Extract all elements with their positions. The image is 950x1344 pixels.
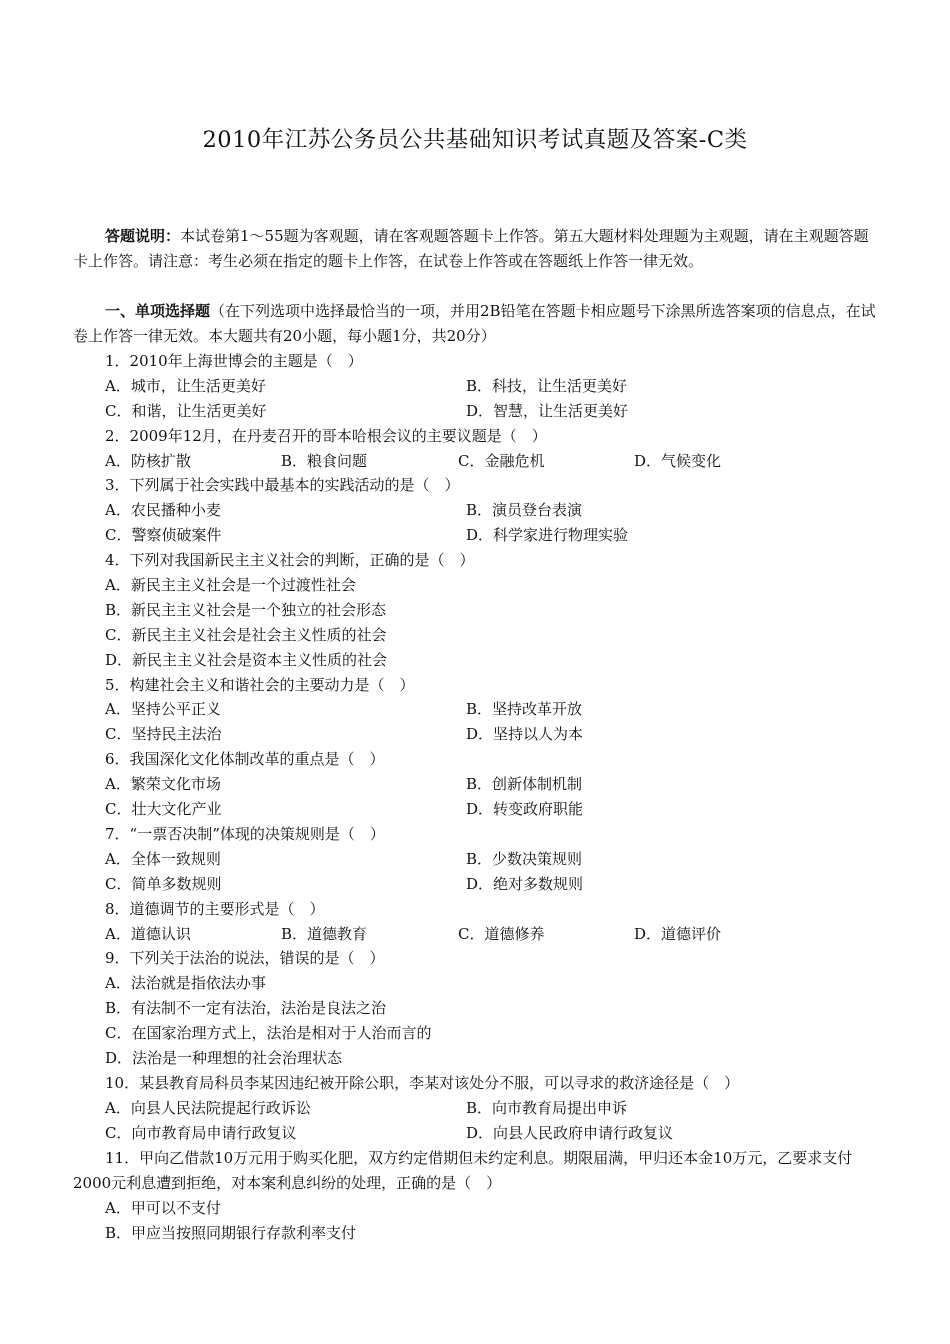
question-7-option-b: B．少数决策规则 bbox=[466, 850, 583, 868]
question-10-option-b: B．向市教育局提出申诉 bbox=[466, 1099, 628, 1117]
instructions-text: 本试卷第1～55题为客观题，请在客观题答题卡上作答。第五大题材料处理题为主观题，请在主观题答题卡上作答。请注意：考生必须在指定的题卡上作答，在试卷上作答或在答题纸上作答一律无效。 bbox=[73, 227, 869, 270]
question-11-stem: 11．甲向乙借款10万元用于购买化肥，双方约定借期但未约定利息。期限届满，甲归还本金10万元，乙要求支付2000元利息遭到拒绝，对本案利息纠纷的处理，正确的是（ ） bbox=[73, 1149, 853, 1192]
question-8-option-c: C．道德修养 bbox=[458, 925, 545, 943]
question-9-option-b: B．有法制不一定有法治，法治是良法之治 bbox=[105, 999, 387, 1017]
question-8-stem: 8．道德调节的主要形式是（ ） bbox=[105, 900, 325, 918]
question-2-option-d: D．气候变化 bbox=[634, 452, 722, 470]
question-5-stem: 5．构建社会主义和谐社会的主要动力是（ ） bbox=[105, 676, 415, 694]
question-4-stem: 4．下列对我国新民主主义社会的判断，正确的是（ ） bbox=[105, 551, 475, 569]
question-11-option-b: B．甲应当按照同期银行存款利率支付 bbox=[105, 1224, 357, 1242]
question-9-option-d: D．法治是一种理想的社会治理状态 bbox=[105, 1049, 343, 1067]
question-3-option-d: D．科学家进行物理实验 bbox=[466, 526, 629, 544]
question-4-option-d: D．新民主主义社会是资本主义性质的社会 bbox=[105, 651, 388, 669]
question-10-option-c: C．向市教育局申请行政复议 bbox=[105, 1124, 297, 1142]
question-5-option-c: C．坚持民主法治 bbox=[105, 725, 222, 743]
question-7-option-d: D．绝对多数规则 bbox=[466, 875, 584, 893]
page-title: 2010年江苏公务员公共基础知识考试真题及答案-C类 bbox=[202, 127, 748, 153]
question-2-option-b: B．粮食问题 bbox=[281, 452, 368, 470]
question-4-option-b: B．新民主主义社会是一个独立的社会形态 bbox=[105, 601, 387, 619]
question-9-option-c: C．在国家治理方式上，法治是相对于人治而言的 bbox=[105, 1024, 432, 1042]
question-8-option-b: B．道德教育 bbox=[281, 925, 368, 943]
question-10-option-d: D．向县人民政府申请行政复议 bbox=[466, 1124, 674, 1142]
section-text: （在下列选项中选择最恰当的一项，并用2B铅笔在答题卡相应题号下涂黑所选答案项的信息点，在试卷上作答一律无效。本大题共有20小题，每小题1分，共20分） bbox=[73, 302, 876, 345]
question-7-option-c: C．简单多数规则 bbox=[105, 875, 222, 893]
question-1-option-c: C．和谐，让生活更美好 bbox=[105, 402, 267, 420]
question-2-option-a: A．防核扩散 bbox=[105, 452, 191, 470]
question-6-option-c: C．壮大文化产业 bbox=[105, 800, 222, 818]
section-label: 一、单项选择题 bbox=[105, 302, 211, 320]
question-11-option-a: A．甲可以不支付 bbox=[105, 1199, 221, 1217]
question-10-option-a: A．向县人民法院提起行政诉讼 bbox=[105, 1099, 311, 1117]
question-9-stem: 9．下列关于法治的说法，错误的是（ ） bbox=[105, 949, 385, 967]
question-3-stem: 3．下列属于社会实践中最基本的实践活动的是（ ） bbox=[105, 476, 460, 494]
question-5-option-a: A．坚持公平正义 bbox=[105, 700, 221, 718]
question-6-option-a: A．繁荣文化市场 bbox=[105, 775, 221, 793]
instructions bbox=[73, 224, 881, 274]
question-1-option-b: B．科技，让生活更美好 bbox=[466, 377, 628, 395]
question-7-option-a: A．全体一致规则 bbox=[105, 850, 221, 868]
question-8-option-d: D．道德评价 bbox=[634, 925, 722, 943]
question-7-stem: 7．“一票否决制”体现的决策规则是（ ） bbox=[105, 825, 385, 843]
question-5-option-d: D．坚持以人为本 bbox=[466, 725, 584, 743]
question-4-option-c: C．新民主主义社会是社会主义性质的社会 bbox=[105, 626, 387, 644]
question-3-option-b: B．演员登台表演 bbox=[466, 501, 583, 519]
question-8-option-a: A．道德认识 bbox=[105, 925, 191, 943]
question-1-stem: 1．2010年上海世博会的主题是（ ） bbox=[105, 352, 363, 370]
instructions-label: 答题说明： bbox=[105, 227, 181, 245]
question-5-option-b: B．坚持改革开放 bbox=[466, 700, 583, 718]
question-6-option-b: B．创新体制机制 bbox=[466, 775, 583, 793]
question-2-stem: 2．2009年12月，在丹麦召开的哥本哈根会议的主要议题是（ ） bbox=[105, 427, 547, 445]
question-6-stem: 6．我国深化文化体制改革的重点是（ ） bbox=[105, 750, 385, 768]
section-heading bbox=[73, 299, 881, 349]
question-3-option-c: C．警察侦破案件 bbox=[105, 526, 222, 544]
question-1-option-d: D．智慧，让生活更美好 bbox=[466, 402, 629, 420]
question-10-stem: 10．某县教育局科员李某因违纪被开除公职，李某对该处分不服，可以寻求的救济途径是（ ） bbox=[105, 1074, 740, 1092]
question-3-option-a: A．农民播种小麦 bbox=[105, 501, 221, 519]
question-2-option-c: C．金融危机 bbox=[458, 452, 545, 470]
question-9-option-a: A．法治就是指依法办事 bbox=[105, 974, 266, 992]
question-4-option-a: A．新民主主义社会是一个过渡性社会 bbox=[105, 576, 356, 594]
question-1-option-a: A．城市，让生活更美好 bbox=[105, 377, 266, 395]
question-6-option-d: D．转变政府职能 bbox=[466, 800, 584, 818]
